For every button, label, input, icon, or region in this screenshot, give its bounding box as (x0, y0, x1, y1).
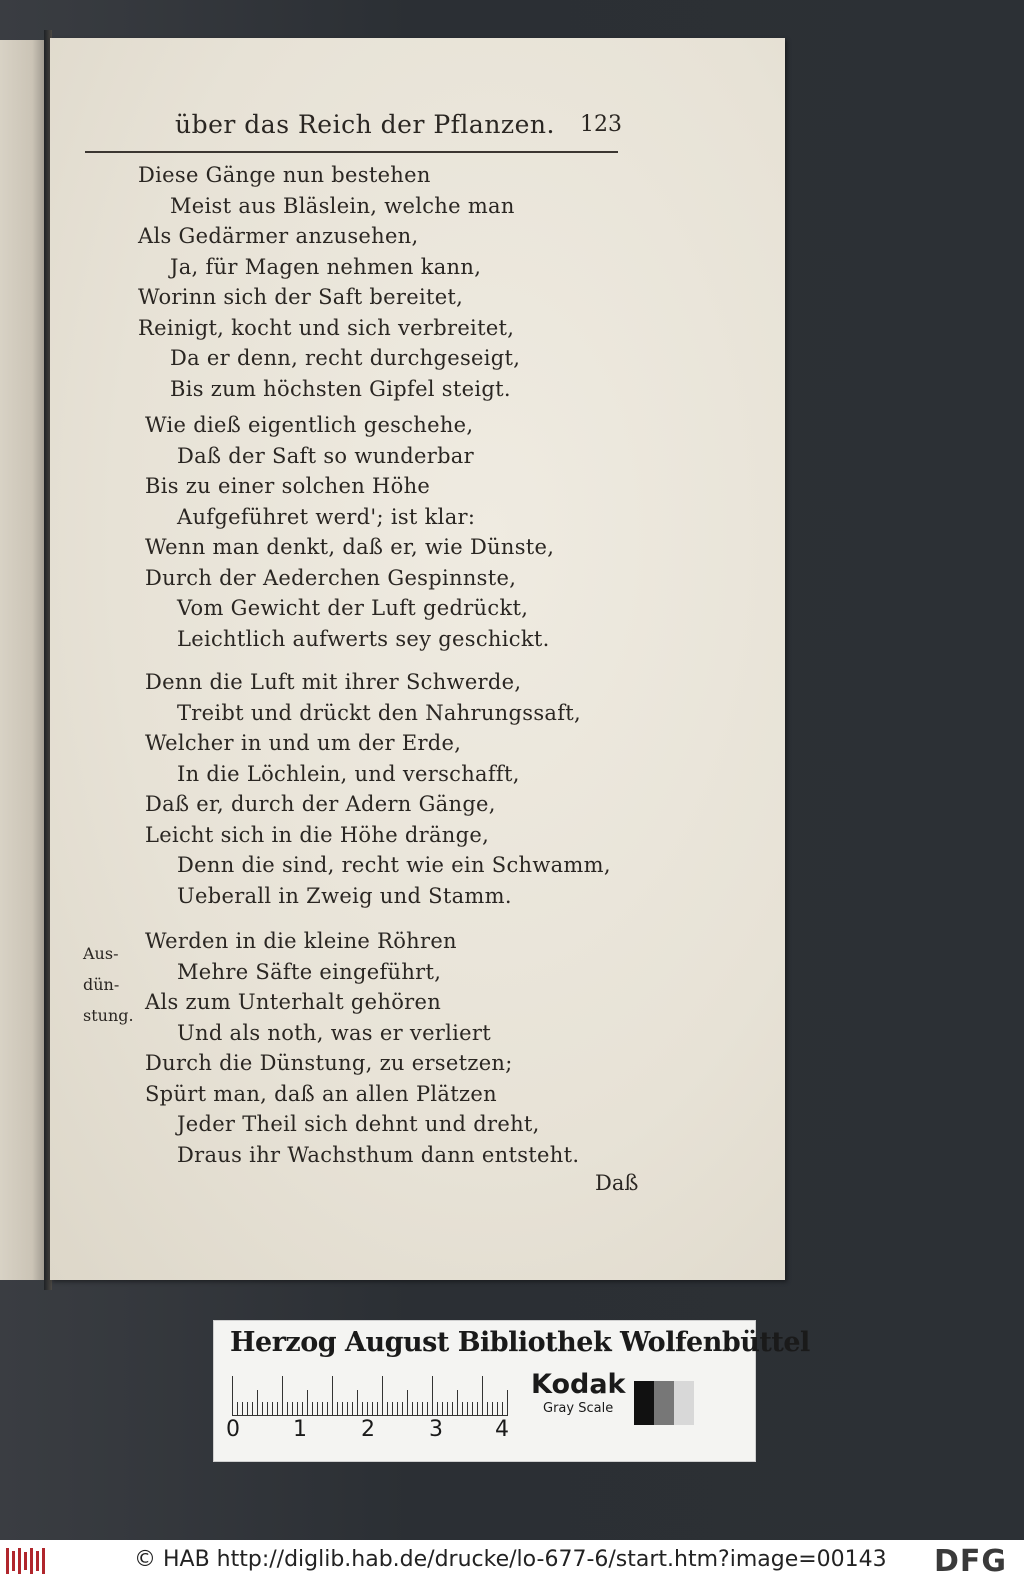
ruler-tick (352, 1402, 353, 1416)
ruler-tick (377, 1402, 378, 1416)
margin-note (83, 938, 134, 1031)
poem-line: Welcher in und um der Erde, (145, 731, 462, 755)
dfg-logo: DFG (934, 1544, 1008, 1579)
ruler-tick (387, 1402, 388, 1416)
source-link[interactable]: © HAB http://diglib.hab.de/drucke/lo-677-6/start.htm?image=00143 (134, 1547, 887, 1572)
ruler-tick (407, 1390, 408, 1416)
ruler-tick (412, 1402, 413, 1416)
ruler-number: 1 (293, 1417, 307, 1442)
header-rule (85, 151, 618, 153)
poem-line: Treibt und drückt den Nahrungssaft, (177, 700, 582, 725)
ruler-baseline (232, 1415, 507, 1416)
ruler-tick (252, 1402, 253, 1416)
ruler-scale (232, 1376, 507, 1416)
catchword: Daß (595, 1171, 639, 1195)
ruler-tick (287, 1402, 288, 1416)
ruler-tick (312, 1402, 313, 1416)
ruler-tick (267, 1402, 268, 1416)
ruler-number: 3 (429, 1417, 443, 1442)
poem-line: Diese Gänge nun bestehen (138, 163, 431, 187)
poem-line: Wenn man denkt, daß er, wie Dünste, (145, 535, 555, 559)
poem-line: Leicht sich in die Höhe dränge, (145, 822, 490, 847)
ruler-tick (327, 1402, 328, 1416)
poem-line: Aufgeführet werd'; ist klar: (177, 504, 476, 529)
ruler-tick (457, 1390, 458, 1416)
previous-page-edge (0, 40, 46, 1280)
ruler-tick (427, 1402, 428, 1416)
margin-note-line: Aus- (83, 944, 119, 963)
ruler-tick (452, 1402, 453, 1416)
poem-line: Denn die Luft mit ihrer Schwerde, (145, 670, 522, 694)
ruler-tick (382, 1376, 383, 1416)
swatch-light (674, 1381, 694, 1425)
ruler-tick (502, 1402, 503, 1416)
poem-line: Denn die sind, recht wie ein Schwamm, (177, 853, 611, 877)
ruler-tick (292, 1402, 293, 1416)
poem-line: Jeder Theil sich dehnt und dreht, (177, 1112, 540, 1136)
ruler-number: 4 (495, 1417, 509, 1442)
ruler-tick (357, 1390, 358, 1416)
ruler-tick (337, 1402, 338, 1416)
poem-line: Daß er, durch der Adern Gänge, (145, 792, 496, 816)
ruler-tick (472, 1402, 473, 1416)
poem-line: Und als noth, was er verliert (177, 1020, 491, 1045)
ruler-tick (232, 1376, 233, 1416)
ruler-tick (237, 1402, 238, 1416)
poem-line: Daß der Saft so wunderbar (177, 443, 474, 468)
grayscale-swatches (634, 1381, 694, 1425)
ruler-tick (307, 1390, 308, 1416)
poem-line: Werden in die kleine Röhren (145, 929, 457, 953)
poem-line: Spürt man, daß an allen Plätzen (145, 1081, 497, 1106)
book-page (50, 38, 785, 1280)
poem-line: Wie dieß eigentlich geschehe, (145, 413, 474, 437)
ruler-tick (367, 1402, 368, 1416)
ruler-tick (482, 1376, 483, 1416)
ruler-tick (442, 1402, 443, 1416)
poem-line: Draus ihr Wachsthum dann entsteht. (177, 1142, 580, 1167)
swatch-gray (654, 1381, 674, 1425)
footer-bar (0, 1540, 1024, 1582)
ruler-tick (297, 1402, 298, 1416)
ruler-tick (437, 1402, 438, 1416)
ruler-tick (277, 1402, 278, 1416)
ruler-tick (432, 1376, 433, 1416)
ruler-tick (282, 1376, 283, 1416)
ruler-tick (392, 1402, 393, 1416)
ruler-tick (302, 1402, 303, 1416)
ruler-tick (272, 1402, 273, 1416)
ruler-tick (477, 1402, 478, 1416)
ruler-tick (257, 1390, 258, 1416)
poem-line: Als Gedärmer anzusehen, (138, 224, 419, 248)
ruler-tick (317, 1402, 318, 1416)
ruler-tick (332, 1376, 333, 1416)
ruler-tick (507, 1390, 508, 1416)
poem-line: Reinigt, kocht und sich verbreitet, (138, 315, 515, 340)
ruler-tick (447, 1402, 448, 1416)
poem-line: Durch die Dünstung, zu ersetzen; (145, 1051, 513, 1075)
poem-line: Ueberall in Zweig und Stamm. (177, 883, 512, 908)
poem-line: Ja, für Magen nehmen kann, (170, 254, 482, 279)
poem-line: In die Löchlein, und verschafft, (177, 761, 520, 786)
ruler-tick (402, 1402, 403, 1416)
poem-line: Worinn sich der Saft bereitet, (138, 285, 464, 309)
ruler-tick (467, 1402, 468, 1416)
margin-note-line: dün- (83, 975, 120, 994)
ruler-tick (242, 1402, 243, 1416)
ruler-tick (362, 1402, 363, 1416)
institution-name: Herzog August Bibliothek Wolfenbüttel (230, 1327, 810, 1358)
running-head: über das Reich der Pflanzen. (175, 110, 555, 139)
poem-line: Leichtlich aufwerts sey geschickt. (177, 626, 550, 651)
ruler-tick (497, 1402, 498, 1416)
ruler-tick (322, 1402, 323, 1416)
grayscale-label: Gray Scale (543, 1401, 614, 1416)
margin-note-line: stung. (83, 1006, 134, 1025)
ruler-tick (372, 1402, 373, 1416)
ruler-tick (347, 1402, 348, 1416)
ruler-tick (342, 1402, 343, 1416)
ruler-number: 0 (226, 1417, 240, 1442)
poem-line: Bis zu einer solchen Höhe (145, 474, 431, 498)
poem-line: Als zum Unterhalt gehören (145, 990, 442, 1014)
poem-line: Meist aus Bläslein, welche man (170, 193, 515, 218)
poem-line: Mehre Säfte eingeführt, (177, 959, 442, 984)
poem-line: Durch der Aederchen Gespinnste, (145, 565, 517, 590)
ruler-tick (492, 1402, 493, 1416)
ruler-tick (247, 1402, 248, 1416)
ruler-tick (397, 1402, 398, 1416)
ruler-tick (262, 1402, 263, 1416)
ruler-number: 2 (361, 1417, 375, 1442)
poem-line: Bis zum höchsten Gipfel steigt. (170, 376, 511, 401)
hab-logo-icon (6, 1548, 48, 1574)
swatch-black (634, 1381, 654, 1425)
poem-line: Vom Gewicht der Luft gedrückt, (177, 596, 529, 620)
ruler-tick (417, 1402, 418, 1416)
page-number: 123 (580, 112, 622, 137)
ruler-tick (462, 1402, 463, 1416)
color-target-card (213, 1320, 810, 1462)
ruler-tick (422, 1402, 423, 1416)
ruler-tick (487, 1402, 488, 1416)
kodak-logo: Kodak (531, 1369, 626, 1400)
poem-line: Da er denn, recht durchgeseigt, (170, 346, 521, 370)
